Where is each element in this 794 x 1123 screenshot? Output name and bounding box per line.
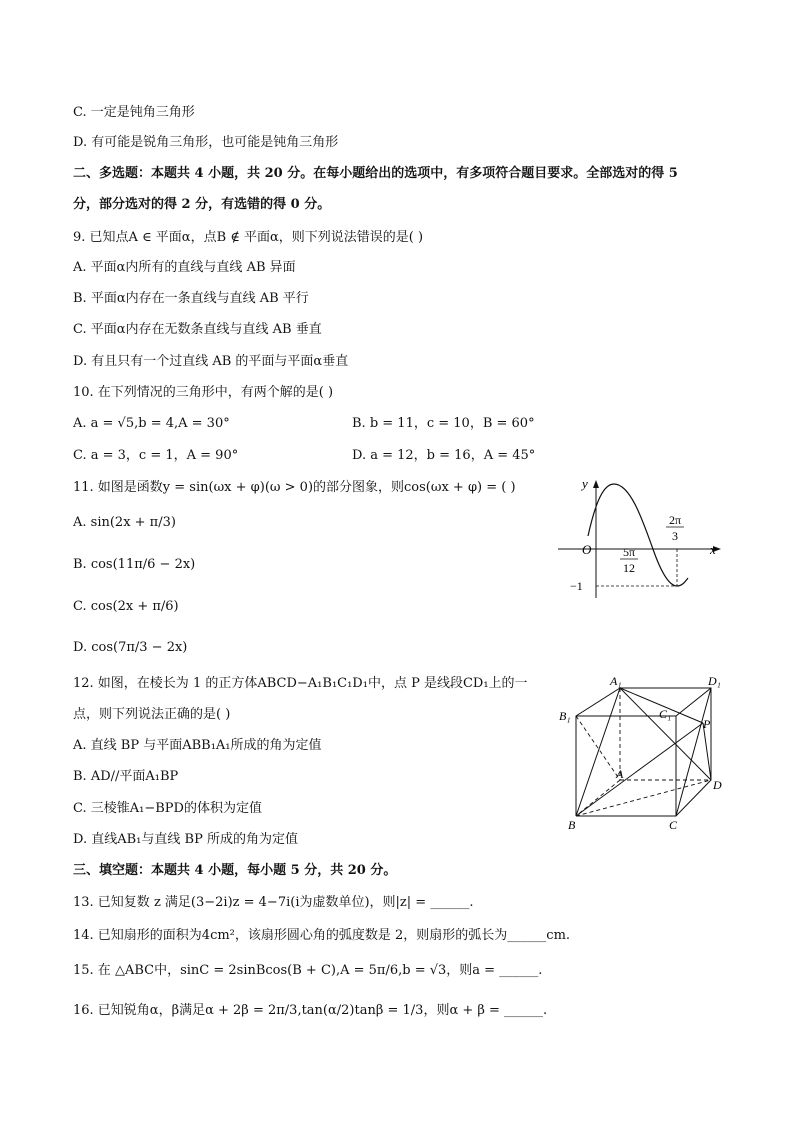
tick-5pi12-numerator: 5π — [622, 545, 636, 559]
section3-header: 三、填空题：本题共 4 小题，每小题 5 分，共 20 分。 — [73, 863, 397, 878]
x-axis-label: x — [710, 542, 716, 557]
q11-option-a: A. sin(2x + π/3) — [73, 515, 176, 530]
q9-option-c: C. 平面α内存在无数条直线与直线 AB 垂直 — [73, 322, 322, 337]
q11-stem: 11. 如图是函数y = sin(ωx + φ)(ω > 0)的部分图象，则cos(ωx + φ) = ( ) — [73, 480, 516, 495]
q15-stem: 15. 在 △ABC中，sinC = 2sinBcos(B + C),A = 5π/6,b = √3，则a = ______. — [73, 963, 543, 978]
segment-cd1 — [676, 688, 711, 816]
q10-stem: 10. 在下列情况的三角形中，有两个解的是( ) — [73, 385, 334, 400]
q8-option-d: D. 有可能是锐角三角形，也可能是钝角三角形 — [73, 135, 339, 150]
q12-stem-cont: 点，则下列说法正确的是( ) — [73, 707, 231, 722]
section2-header-cont: 分，部分选对的得 2 分，有选错的得 0 分。 — [73, 197, 331, 212]
section2-header: 二、多选题：本题共 4 小题，共 20 分。在每小题给出的选项中，有多项符合题目要求。全部选对的得 5 — [73, 166, 678, 181]
q12-option-c: C. 三棱锥A₁−BPD的体积为定值 — [73, 801, 262, 816]
label-a: A — [616, 767, 624, 781]
q13-stem: 13. 已知复数 z 满足(3−2i)z = 4−7i(i为虚数单位)，则|z| = ______. — [73, 895, 474, 910]
q12-option-d: D. 直线AB₁与直线 BP 所成的角为定值 — [73, 832, 298, 847]
cube-outline-edges — [576, 688, 711, 816]
segment-a1d — [620, 688, 711, 780]
q11-option-c: C. cos(2x + π/6) — [73, 599, 179, 614]
label-d1: D₁ — [708, 674, 721, 688]
q9-option-d: D. 有且只有一个过直线 AB 的平面与平面α垂直 — [73, 354, 349, 369]
label-c: C — [669, 818, 678, 832]
segment-bp — [576, 723, 703, 816]
cube-figure — [556, 672, 732, 832]
sine-graph-figure — [556, 474, 726, 602]
q11-option-d: D. cos(7π/3 − 2x) — [73, 640, 188, 655]
label-p: P — [703, 717, 711, 731]
q10-option-d: D. a = 12，b = 16，A = 45° — [352, 448, 536, 463]
segment-a1b — [576, 688, 620, 816]
ymin-label: −1 — [570, 579, 583, 593]
hidden-segment-ab1 — [576, 716, 620, 780]
origin-label: O — [582, 542, 592, 557]
label-c1: C₁ — [659, 707, 672, 721]
q9-stem: 9. 已知点A ∈ 平面α，点B ∉ 平面α，则下列说法错误的是( ) — [73, 230, 424, 245]
hidden-segment-bd — [576, 780, 711, 816]
q10-option-b: B. b = 11，c = 10，B = 60° — [352, 416, 535, 431]
q12-option-b: B. AD//平面A₁BP — [73, 769, 179, 784]
q12-option-a: A. 直线 BP 与平面ABB₁A₁所成的角为定值 — [73, 738, 322, 753]
label-d: D — [713, 778, 722, 792]
q12-stem: 12. 如图，在棱长为 1 的正方体ABCD−A₁B₁C₁D₁中，点 P 是线段CD₁上的一 — [73, 676, 528, 691]
q10-option-c: C. a = 3，c = 1，A = 90° — [73, 448, 239, 463]
segment-pd — [703, 723, 711, 780]
q9-option-b: B. 平面α内存在一条直线与直线 AB 平行 — [73, 291, 309, 306]
q8-option-c: C. 一定是钝角三角形 — [73, 105, 195, 120]
edge-c1d1 — [676, 688, 711, 716]
q9-option-a: A. 平面α内所有的直线与直线 AB 异面 — [73, 260, 296, 275]
q16-stem: 16. 已知锐角α，β满足α + 2β = 2π/3,tan(α/2)tanβ = 1/3，则α + β = ______. — [73, 1003, 548, 1018]
q10-option-a: A. a = √5,b = 4,A = 30° — [73, 416, 230, 431]
tick-2pi3-numerator: 2π — [668, 513, 682, 527]
q11-option-b: B. cos(11π/6 − 2x) — [73, 557, 196, 572]
y-axis-label: y — [582, 476, 588, 491]
label-b: B — [568, 818, 576, 832]
tick-2pi3-denominator: 3 — [672, 529, 678, 543]
label-b1: B₁ — [559, 709, 571, 723]
label-a1: A₁ — [610, 674, 622, 688]
tick-5pi12-denominator: 12 — [623, 561, 635, 575]
q14-stem: 14. 已知扇形的面积为4cm²，该扇形圆心角的弧度数是 2，则扇形的弧长为______cm. — [73, 928, 571, 943]
y-axis-arrow — [593, 480, 599, 488]
